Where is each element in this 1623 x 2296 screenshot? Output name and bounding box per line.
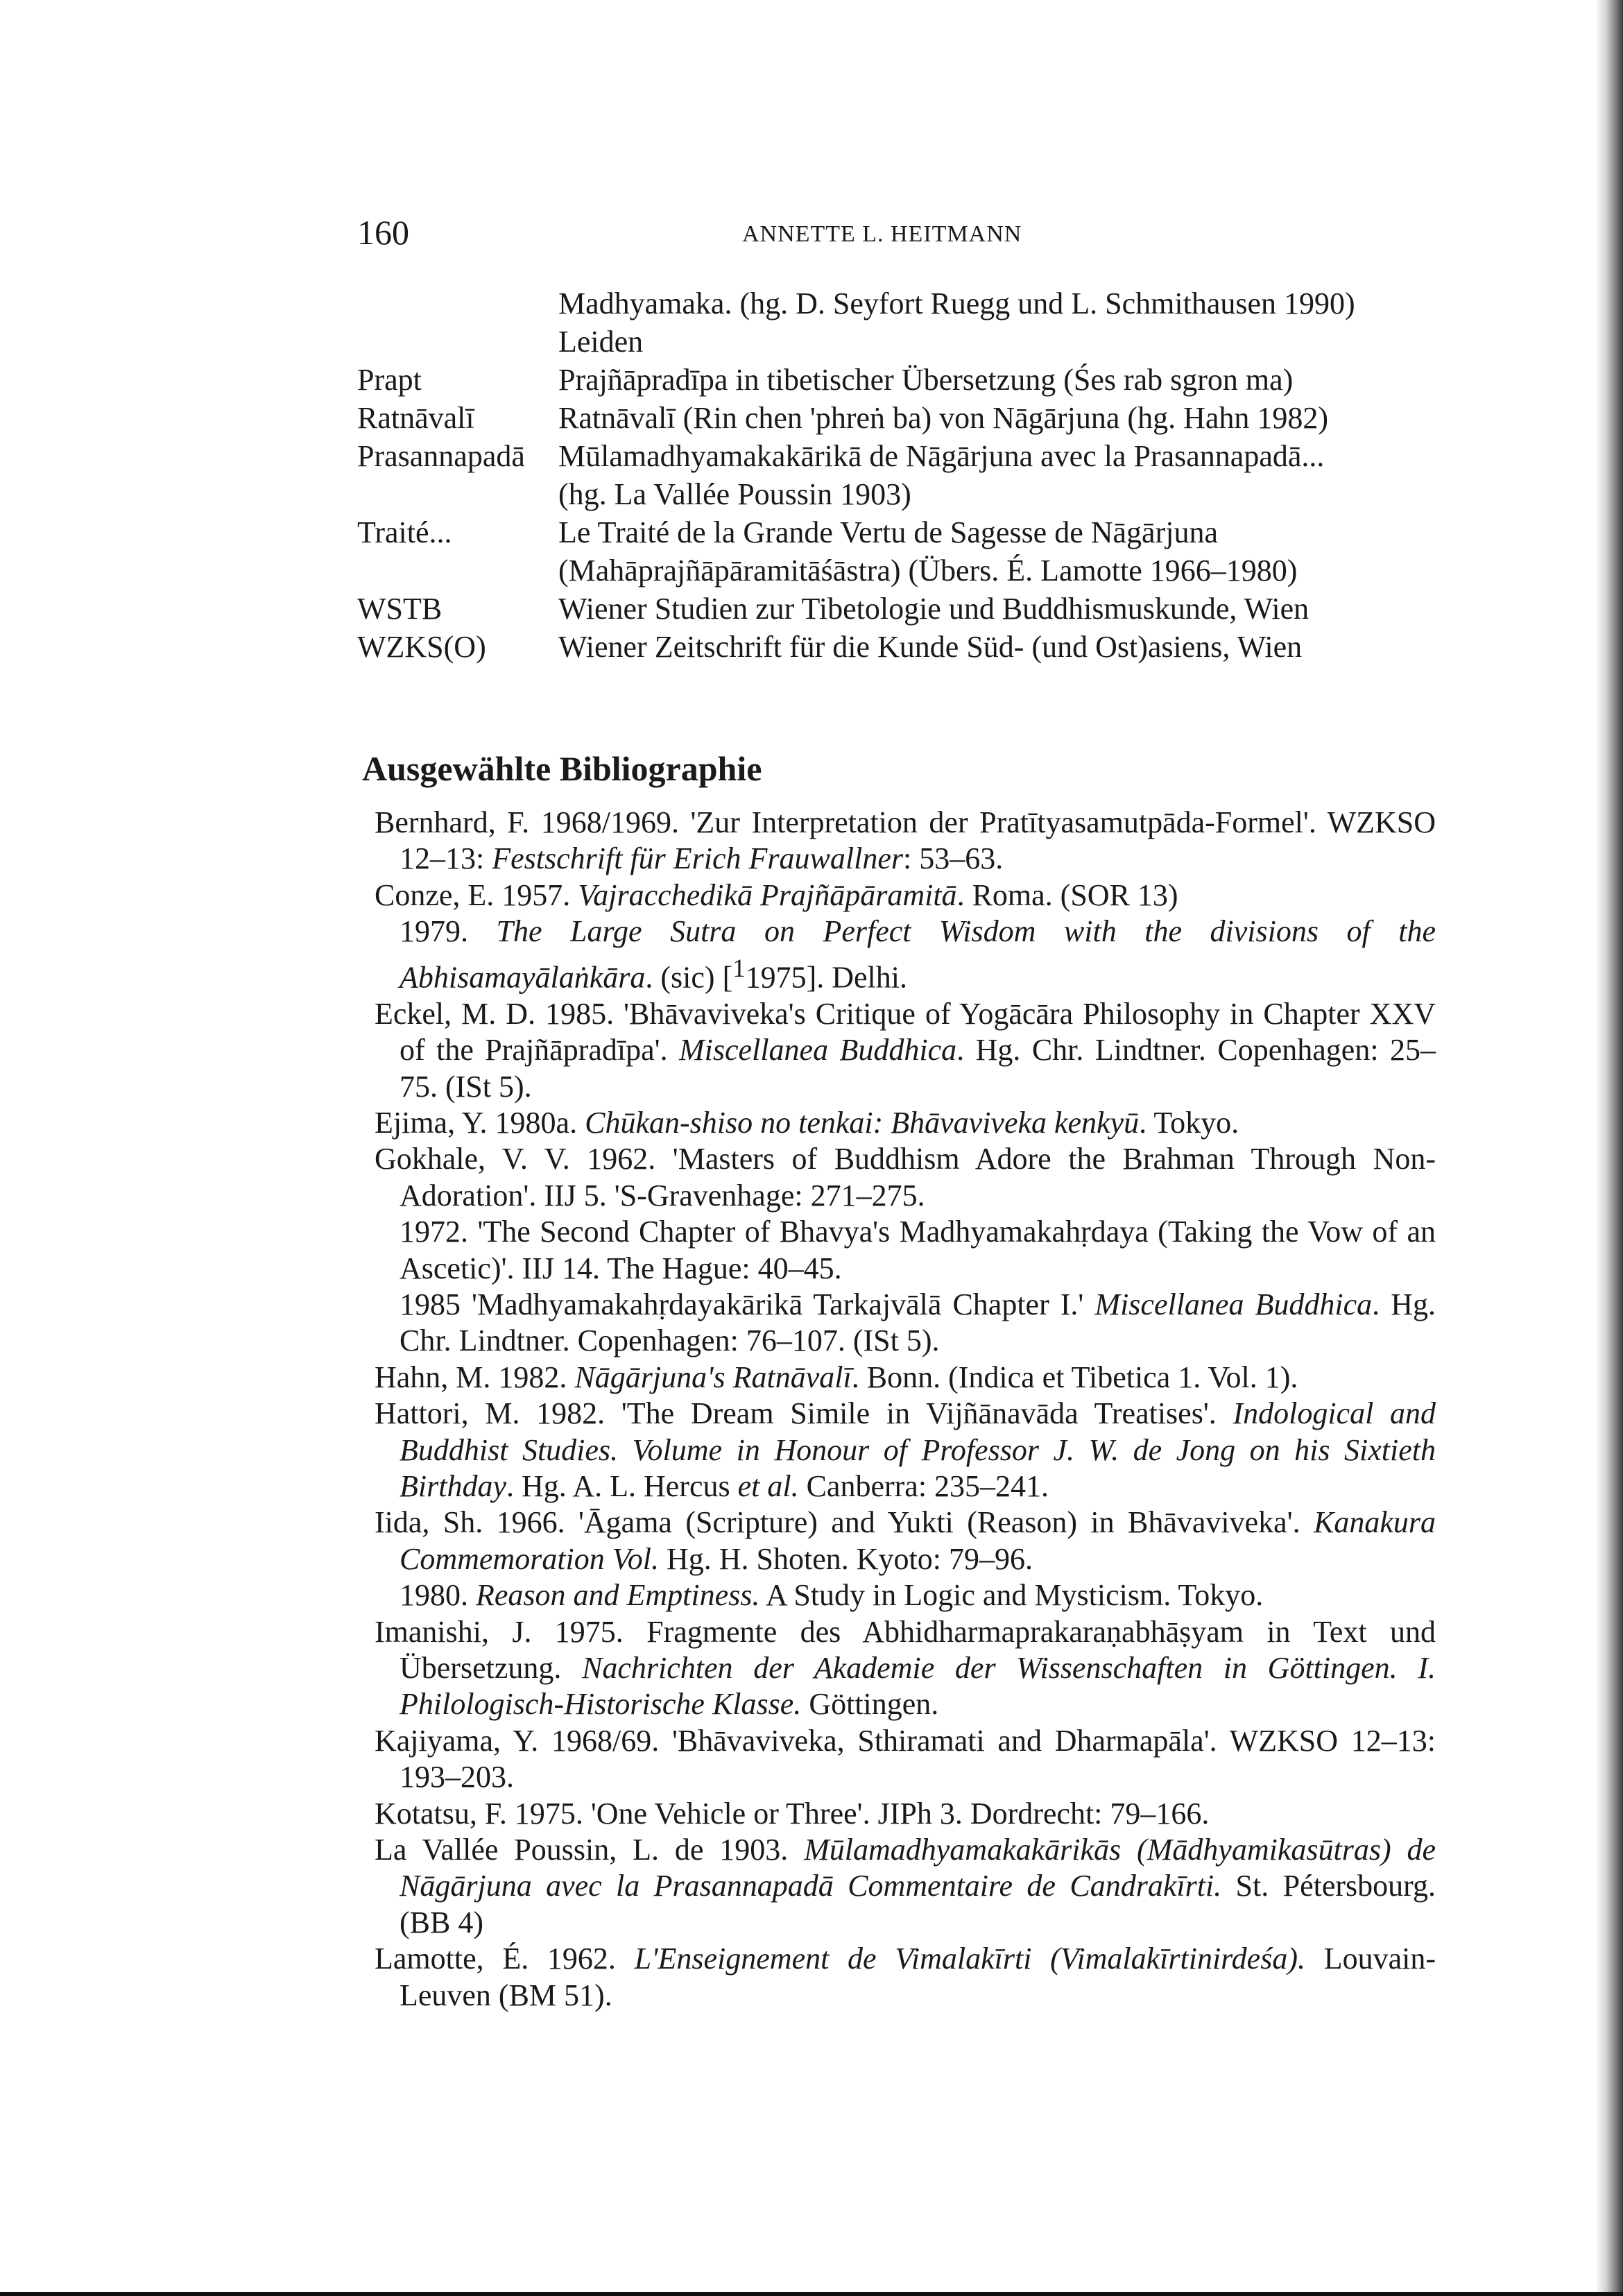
bibliography-entry bbox=[375, 1105, 1436, 1141]
abbreviation-value: Le Traité de la Grande Vertu de Sagesse de Nāgārjuna bbox=[558, 515, 1218, 549]
entry-text: . (sic) [ bbox=[645, 960, 733, 995]
entry-text: : 53–63. bbox=[903, 841, 1004, 876]
abbreviation-row bbox=[357, 513, 1439, 551]
abbreviation-row bbox=[357, 475, 1439, 513]
abbreviation-row bbox=[357, 437, 1439, 475]
bibliography-list bbox=[375, 805, 1436, 2014]
abbreviation-key: WZKS(O) bbox=[357, 630, 486, 664]
abbreviation-key bbox=[357, 551, 558, 590]
bibliography-entry bbox=[375, 1614, 1436, 1723]
edition-superscript: 1 bbox=[732, 953, 746, 982]
entry-text: 1979. bbox=[400, 914, 497, 949]
scan-edge-shadow bbox=[1595, 0, 1623, 2296]
abbreviation-key: Traité... bbox=[357, 515, 452, 549]
entry-title: Kanakura Commemoration Vol. bbox=[400, 1505, 1436, 1576]
abbreviation-key: WSTB bbox=[357, 592, 443, 626]
entry-text: 1980. bbox=[400, 1578, 476, 1613]
bibliography-entry: Gokhale, V. V. 1962. 'Masters of Buddhism Adore the Brahman Through Non-Adoration'. IIJ 5. 'S-Gravenhage: 271–275. bbox=[375, 1142, 1436, 1213]
entry-title: Nachrichten der Akademie der Wissenschaften in Göttingen. I. Philologisch-Historische Klasse. bbox=[400, 1651, 1436, 1722]
bibliography-entry bbox=[375, 1505, 1436, 1577]
bibliography-entry bbox=[375, 1396, 1436, 1505]
entry-title: et al. bbox=[737, 1468, 799, 1503]
bibliography-entry: Kajiyama, Y. 1968/69. 'Bhāvaviveka, Sthiramati and Dharmapāla'. WZKSO 12–13: 193–203. bbox=[375, 1723, 1436, 1794]
page-number: 160 bbox=[357, 213, 409, 252]
bibliography-entry bbox=[375, 914, 1436, 995]
entry-title: Mūlamadhyamakakārikās (Mādhyamikasūtras) de Nāgārjuna avec la Prasannapadā Commentaire de Candrakīrti. bbox=[400, 1833, 1436, 1903]
entry-title: L'Enseignement de Vimalakīrti (Vimalakīrtinirdeśa). bbox=[634, 1942, 1305, 1976]
bibliography-entry bbox=[375, 1360, 1436, 1396]
entry-title: Miscellanea Buddhica bbox=[679, 1033, 957, 1068]
entry-text: Louvain-Leuven (BM 51). bbox=[400, 1942, 1436, 2012]
entry-title: Vajracchedikā Prajñāpāramitā bbox=[578, 877, 957, 912]
entry-title: Indological and Buddhist Studies. Volume in Honour of Professor J. W. de Jong on his Sixtieth Birthday bbox=[400, 1396, 1436, 1503]
abbreviation-value: Mūlamadhyamakakārikā de Nāgārjuna avec la Prasannapadā... bbox=[558, 439, 1325, 473]
abbreviation-value: Wiener Zeitschrift für die Kunde Süd- (und Ost)asiens, Wien bbox=[558, 630, 1303, 664]
entry-text: . Tokyo. bbox=[1139, 1105, 1239, 1140]
entry-text: Lamotte, É. 1962. bbox=[375, 1942, 635, 1976]
bibliography-entry bbox=[375, 877, 1436, 914]
entry-text: 1975]. Delhi. bbox=[745, 960, 907, 995]
bibliography-entry bbox=[375, 1577, 1436, 1613]
bibliography-entry bbox=[375, 1287, 1436, 1360]
bibliography-entry bbox=[375, 996, 1436, 1105]
abbreviation-value: Wiener Studien zur Tibetologie und Buddhismuskunde, Wien bbox=[558, 592, 1309, 626]
entry-text: Hg. H. Shoten. Kyoto: 79–96. bbox=[659, 1541, 1033, 1576]
abbreviation-value: (hg. La Vallée Poussin 1903) bbox=[558, 477, 911, 511]
abbreviation-value: Ratnāvalī (Rin chen 'phreṅ ba) von Nāgārjuna (hg. Hahn 1982) bbox=[558, 401, 1329, 435]
bibliography-entry bbox=[375, 1832, 1436, 1941]
section-title: Ausgewählte Bibliographie bbox=[362, 749, 762, 788]
entry-text: . Hg. Chr. Lindtner. Copenhagen: 76–107. (ISt 5). bbox=[400, 1287, 1436, 1358]
abbreviation-key: Ratnāvalī bbox=[357, 401, 474, 435]
entry-title: Miscellanea Buddhica bbox=[1094, 1287, 1373, 1321]
abbreviation-key: Prasannapadā bbox=[357, 439, 525, 473]
entry-title: Festschrift für Erich Frauwallner bbox=[492, 841, 903, 876]
abbreviation-key: Prapt bbox=[357, 363, 422, 397]
abbreviation-value: Prajñāpradīpa in tibetischer Übersetzung (Śes rab sgron ma) bbox=[558, 363, 1294, 397]
entry-text: Canberra: 235–241. bbox=[798, 1468, 1049, 1503]
scan-bottom-edge bbox=[0, 2292, 1623, 2296]
entry-text: . Hg. A. L. Hercus bbox=[506, 1468, 738, 1503]
entry-text: Göttingen. bbox=[801, 1687, 939, 1722]
bibliography-entry: 1972. 'The Second Chapter of Bhavya's Madhyamakahṛdaya (Taking the Vow of an Ascetic)'. IIJ 14. The Hague: 40–45. bbox=[400, 1215, 1436, 1285]
entry-title: The Large Sutra on Perfect Wisdom with the divisions of the Abhisamayālaṅkāra bbox=[400, 914, 1436, 995]
entry-text: Bernhard, F. 1968/1969. 'Zur Interpretation der Pratītyasamutpāda-Formel'. WZKSO 12–13: bbox=[375, 805, 1436, 876]
entry-text: Imanishi, J. 1975. Fragmente des Abhidharmaprakaraṇabhāṣyam in Text und Übersetzung. bbox=[375, 1614, 1436, 1685]
abbreviation-row bbox=[357, 284, 1439, 323]
abbreviation-row bbox=[357, 361, 1439, 399]
abbreviation-value: Leiden bbox=[558, 325, 644, 359]
abbreviation-list bbox=[357, 284, 1439, 666]
entry-text: Conze, E. 1957. bbox=[375, 877, 578, 912]
abbreviation-key bbox=[357, 323, 558, 361]
entry-text: La Vallée Poussin, L. de 1903. bbox=[375, 1833, 805, 1867]
entry-text: Hahn, M. 1982. bbox=[375, 1360, 575, 1394]
abbreviation-row bbox=[357, 323, 1439, 361]
bibliography-entry bbox=[375, 1941, 1436, 2014]
entry-text: . Roma. (SOR 13) bbox=[956, 877, 1178, 912]
entry-text: . Bonn. (Indica et Tibetica 1. Vol. 1). bbox=[851, 1360, 1298, 1394]
entry-title: Chūkan-shiso no tenkai: Bhāvaviveka kenkyū bbox=[585, 1105, 1140, 1140]
entry-text: 1985 'Madhyamakahṛdayakārikā Tarkajvālā Chapter I.' bbox=[400, 1287, 1095, 1321]
entry-text: Hattori, M. 1982. 'The Dream Simile in Vijñānavāda Treatises'. bbox=[375, 1396, 1233, 1431]
entry-text: Iida, Sh. 1966. 'Āgama (Scripture) and Yukti (Reason) in Bhāvaviveka'. bbox=[375, 1505, 1314, 1540]
bibliography-entry: Kotatsu, F. 1975. 'One Vehicle or Three'. JIPh 3. Dordrecht: 79–166. bbox=[375, 1796, 1210, 1831]
abbreviation-value: Madhyamaka. (hg. D. Seyfort Ruegg und L. Schmithausen 1990) bbox=[558, 286, 1355, 320]
bibliography-entry bbox=[375, 805, 1436, 877]
abbreviation-row bbox=[357, 628, 1439, 666]
abbreviation-value: (Mahāprajñāpāramitāśāstra) (Übers. É. Lamotte 1966–1980) bbox=[558, 554, 1298, 588]
abbreviation-row bbox=[357, 399, 1439, 437]
abbreviation-row bbox=[357, 590, 1439, 628]
abbreviation-key bbox=[357, 475, 558, 513]
entry-title: Reason and Emptiness. bbox=[476, 1578, 760, 1613]
entry-text: A Study in Logic and Mysticism. Tokyo. bbox=[759, 1578, 1264, 1613]
running-head: ANNETTE L. HEITMANN bbox=[742, 221, 1022, 247]
entry-text: . Hg. Chr. Lindtner. Copenhagen: 25–75. (ISt 5). bbox=[400, 1033, 1436, 1104]
entry-text: Eckel, M. D. 1985. 'Bhāvaviveka's Critique of Yogācāra Philosophy in Chapter XXV of the Prajñāpradīpa'. bbox=[375, 996, 1436, 1068]
entry-text: St. Pétersbourg. (BB 4) bbox=[400, 1869, 1436, 1939]
entry-text: Ejima, Y. 1980a. bbox=[375, 1105, 585, 1140]
abbreviation-key bbox=[357, 284, 558, 323]
entry-title: Nāgārjuna's Ratnāvalī bbox=[574, 1360, 852, 1394]
abbreviation-row bbox=[357, 551, 1439, 590]
